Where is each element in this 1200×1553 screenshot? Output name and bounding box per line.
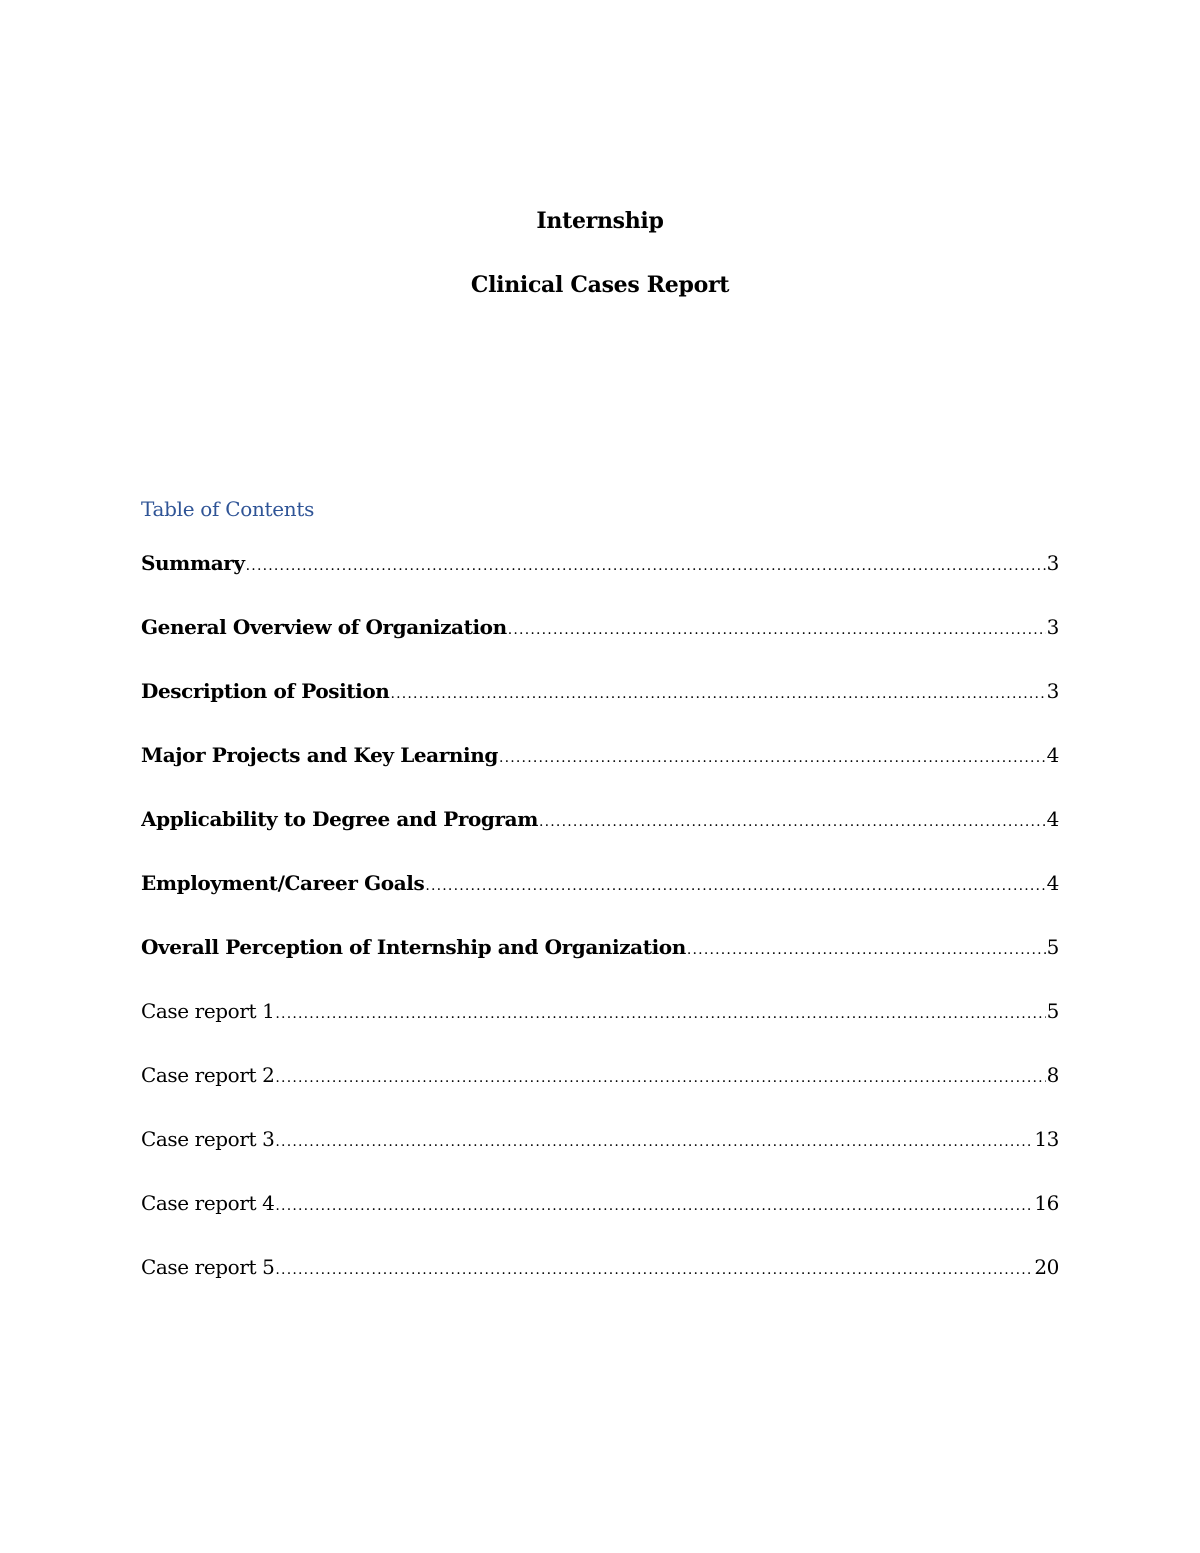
- toc-entry[interactable]: [141, 1188, 1059, 1218]
- toc-entry-page-number: 3: [1046, 615, 1059, 639]
- toc-entry-page-number: 5: [1046, 999, 1059, 1023]
- toc-entry[interactable]: [141, 804, 1059, 834]
- toc-dot-leader: [508, 615, 1046, 642]
- toc-entry-label: Description of Position: [141, 679, 390, 703]
- toc-dot-leader: [275, 999, 1045, 1026]
- toc-entry[interactable]: [141, 612, 1059, 642]
- toc-dot-leader: [539, 807, 1046, 834]
- toc-entry-label: Summary: [141, 551, 245, 575]
- toc-entry-page-number: 4: [1046, 743, 1059, 767]
- document-subtitle: Clinical Cases Report: [470, 272, 730, 298]
- toc-entry-label: Applicability to Degree and Program: [141, 807, 538, 831]
- toc-entry-page-number: 8: [1046, 1063, 1059, 1087]
- toc-entry-label: Case report 5: [141, 1255, 275, 1279]
- toc-entry[interactable]: [141, 1252, 1059, 1282]
- toc-dot-leader: [687, 935, 1046, 962]
- toc-dot-leader: [275, 1191, 1033, 1218]
- toc-entry[interactable]: [141, 740, 1059, 770]
- toc-entry-label: Case report 2: [141, 1063, 275, 1087]
- toc-entry-page-number: 4: [1046, 871, 1059, 895]
- toc-dot-leader: [275, 1255, 1033, 1282]
- toc-entry-page-number: 20: [1034, 1255, 1059, 1279]
- toc-entry[interactable]: [141, 676, 1059, 706]
- toc-entry-label: Overall Perception of Internship and Organization: [141, 935, 686, 959]
- toc-entry-page-number: 13: [1034, 1127, 1059, 1151]
- toc-dot-leader: [246, 551, 1046, 578]
- toc-entry-label: Case report 4: [141, 1191, 275, 1215]
- toc-entry[interactable]: [141, 932, 1059, 962]
- toc-entry-page-number: 3: [1046, 679, 1059, 703]
- toc-dot-leader: [499, 743, 1046, 770]
- toc-entry[interactable]: [141, 996, 1059, 1026]
- toc-entry-page-number: 5: [1046, 935, 1059, 959]
- toc-entry-label: Employment/Career Goals: [141, 871, 425, 895]
- document-title: Internship: [536, 208, 664, 234]
- toc-entry-page-number: 4: [1046, 807, 1059, 831]
- toc-entry[interactable]: [141, 868, 1059, 898]
- toc-entry-label: Major Projects and Key Learning: [141, 743, 498, 767]
- toc-entry[interactable]: [141, 1060, 1059, 1090]
- toc-entry-label: Case report 3: [141, 1127, 275, 1151]
- toc-entry-page-number: 3: [1046, 551, 1059, 575]
- toc-dot-leader: [425, 871, 1045, 898]
- toc-dot-leader: [275, 1127, 1033, 1154]
- toc-entry-page-number: 16: [1034, 1191, 1059, 1215]
- toc-entry-label: General Overview of Organization: [141, 615, 507, 639]
- toc-heading: Table of Contents: [141, 497, 315, 521]
- toc-dot-leader: [390, 679, 1045, 706]
- toc-entry-label: Case report 1: [141, 999, 275, 1023]
- toc-entry[interactable]: [141, 548, 1059, 578]
- toc-dot-leader: [275, 1063, 1045, 1090]
- toc-entry[interactable]: [141, 1124, 1059, 1154]
